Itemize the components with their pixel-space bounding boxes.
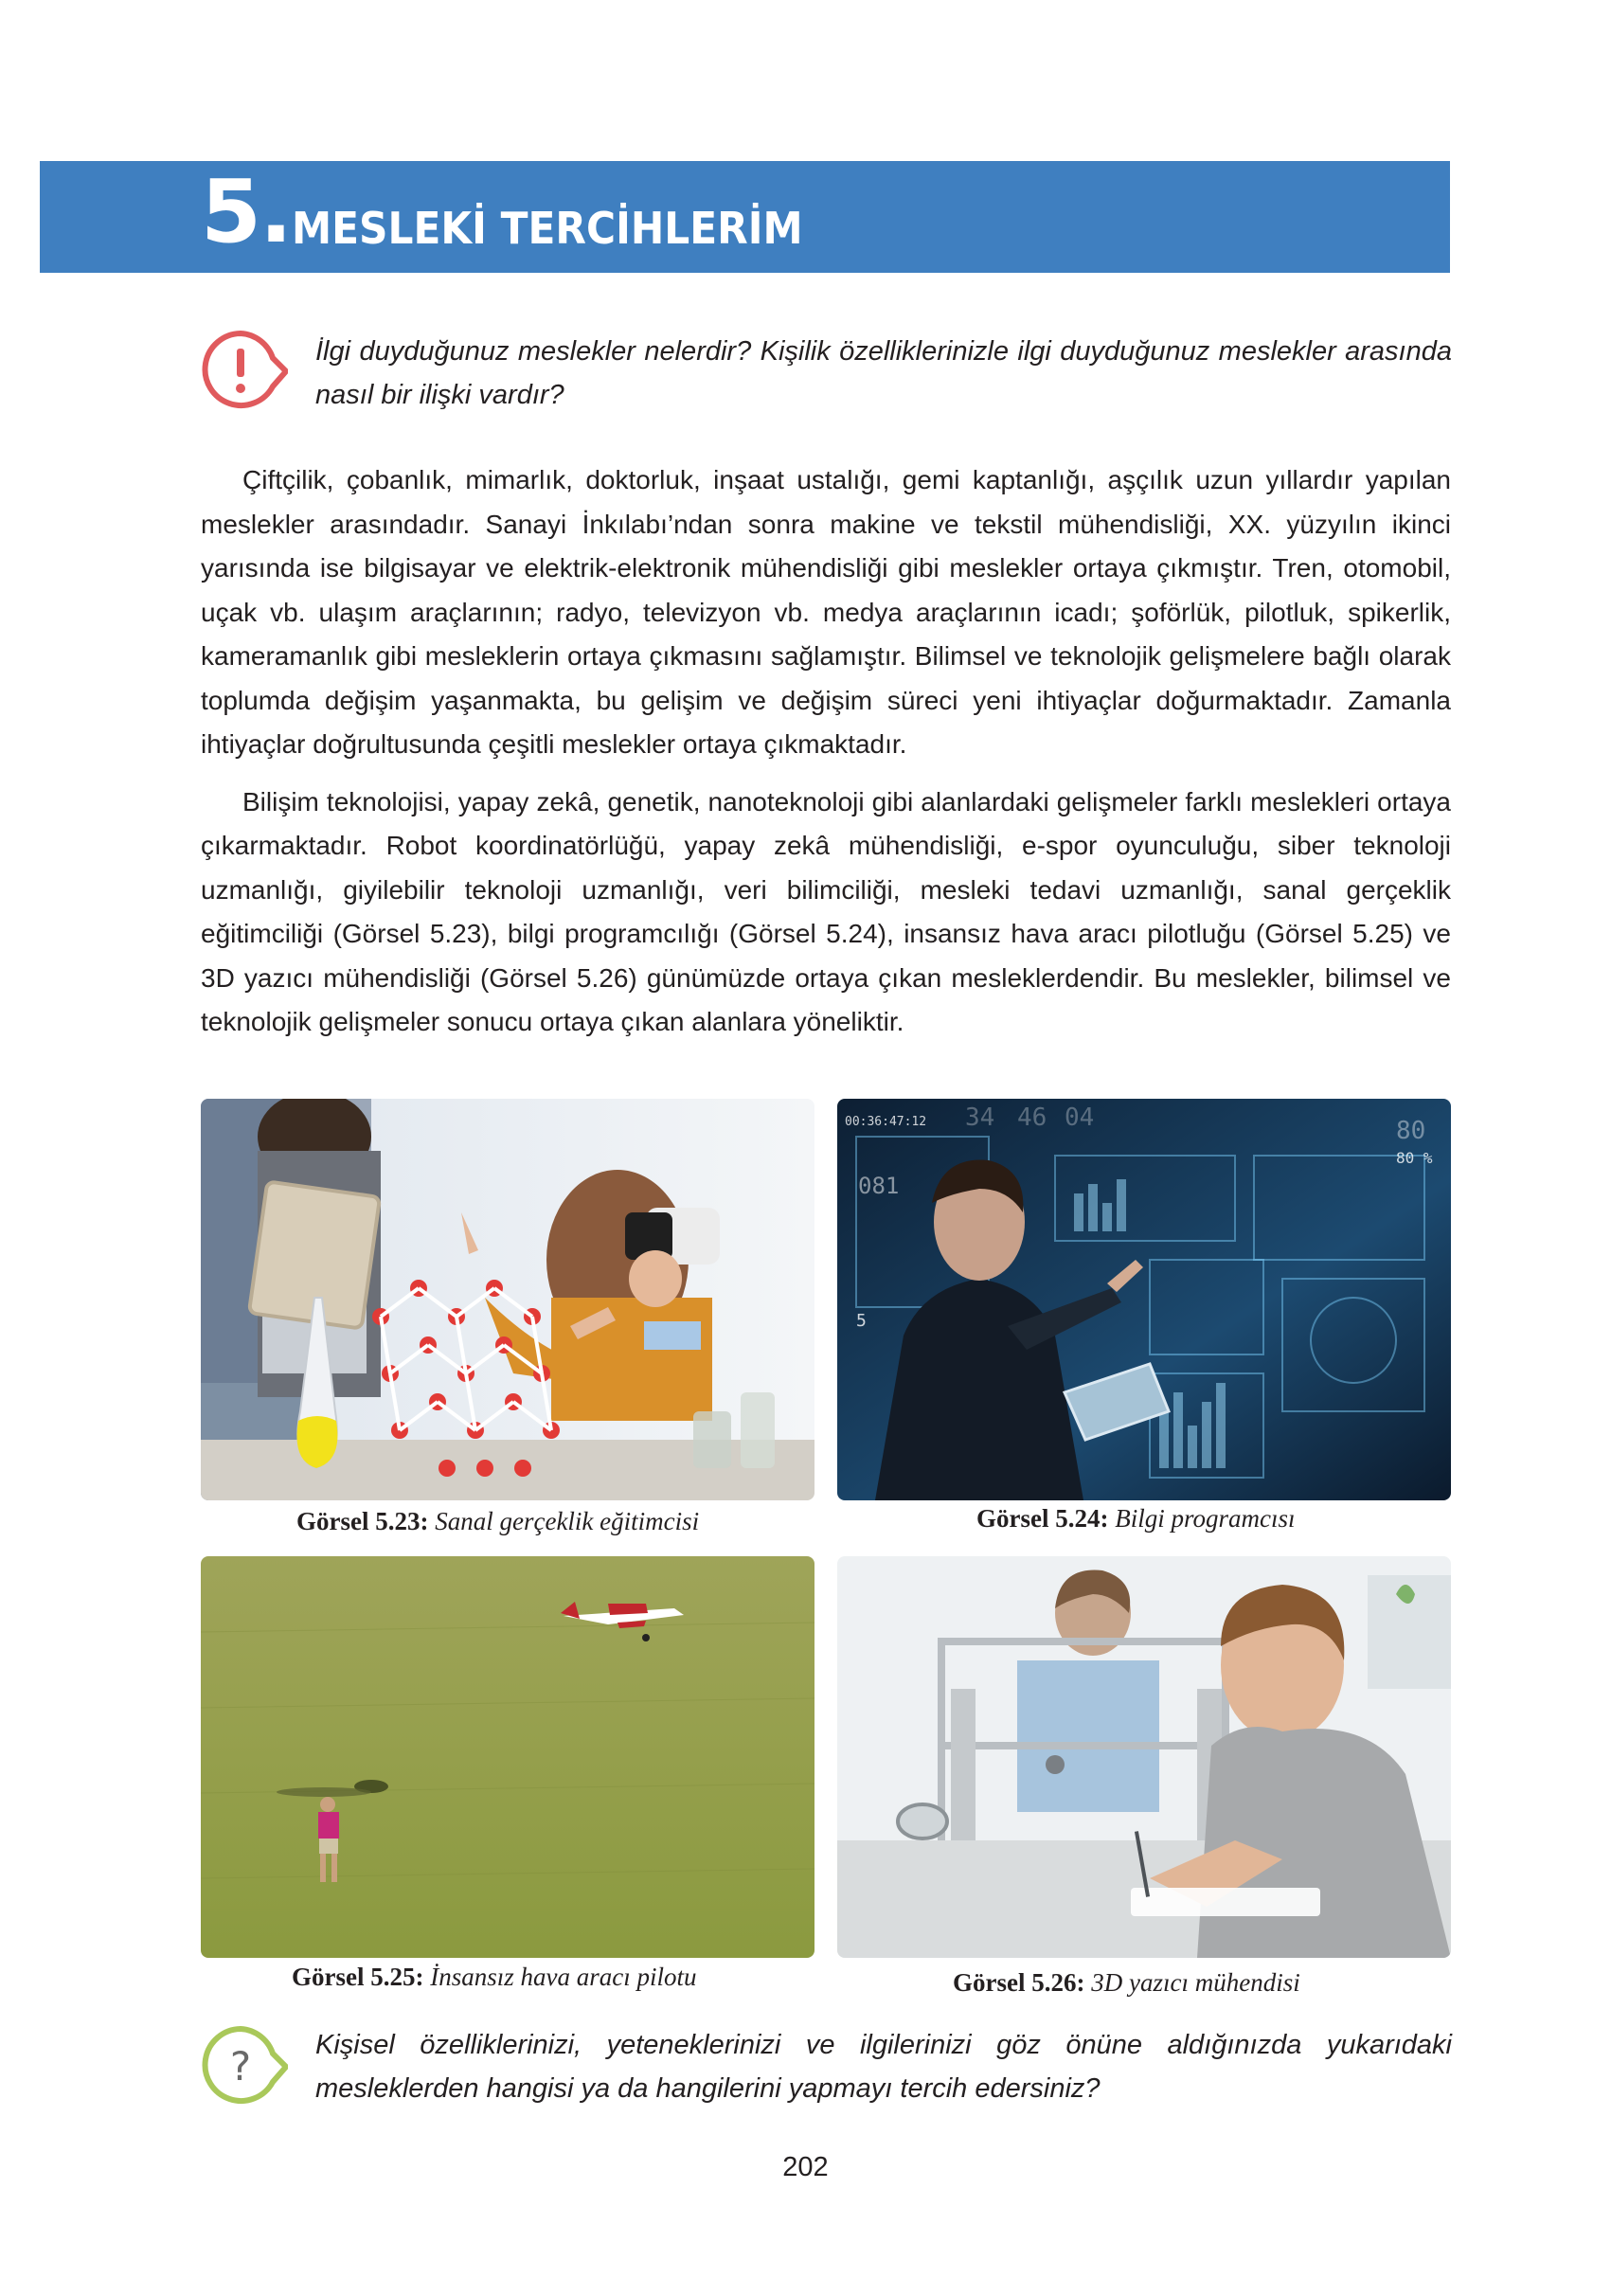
figure-vr-educator-photo	[201, 1099, 814, 1500]
question-callout-top	[197, 328, 1452, 417]
figure-5-26-label: Görsel 5.26:	[953, 1968, 1085, 1997]
screen-percentage: 80 %	[1396, 1149, 1433, 1167]
screen-number-081: 081	[858, 1173, 900, 1199]
paragraph-2: Bilişim teknolojisi, yapay zekâ, genetik, nanoteknoloji gibi alanlardaki gelişmeler farklı meslekleri ortaya çıkarmaktadır. Robot koordinatörlüğü, yapay zekâ mühendisliği, e-spor oyunculuğu, siber teknoloji uzmanlığı, giyilebilir teknoloji uzmanlığı, veri bilimciliği, mesleki tedavi uzmanlığı, sanal gerçeklik eğitimciliği (Görsel 5.23), bilgi programcılığı (Görsel 5.24), insansız hava aracı pilotluğu (Görsel 5.25) ve 3D yazıcı mühendisliği (Görsel 5.26) günümüzde ortaya çıkan mesleklerdendir. Bu meslekler, bilimsel ve teknolojik gelişmeler sonucu ortaya çıkan alanlara yöneliktir.	[201, 786, 1451, 1036]
figure-5-23-desc: Sanal gerçeklik eğitimcisi	[435, 1507, 700, 1535]
figure-5-26-caption	[953, 1968, 1300, 1998]
figure-5-26-desc: 3D yazıcı mühendisi	[1091, 1968, 1300, 1997]
question-icon	[199, 2023, 288, 2112]
figure-5-24-desc: Bilgi programcısı	[1115, 1504, 1296, 1533]
chapter-number: 5.	[201, 161, 291, 262]
figure-3d-printer-engineer-photo	[837, 1556, 1451, 1958]
figure-drone-pilot-photo	[201, 1556, 814, 1958]
figure-5-25-label: Görsel 5.25:	[292, 1963, 424, 1991]
paragraph-1: Çiftçilik, çobanlık, mimarlık, doktorluk, inşaat ustalığı, gemi kaptanlığı, aşçılık uzun yıllardır yapılan meslekler arasındadır. Sanayi İnkılabı’ndan sonra makine ve tekstil mühendisliği, XX. yüzyılın ikinci yarısında ise bilgisayar ve elektrik-elektronik mühendisliği gibi meslekler ortaya çıkmıştır. Tren, otomobil, uçak vb. ulaşım araçlarının; radyo, televizyon vb. medya araçlarının icadı; şoförlük, pilotluk, spikerlik, kameramanlık gibi mesleklerin ortaya çıkmasını sağlamıştır. Bilimsel ve teknolojik gelişmelere bağlı olarak toplumda değişim yaşanmakta, bu gelişim ve değişim süreci yeni ihtiyaçlar doğurmaktadır. Zamanla ihtiyaçlar doğrultusunda çeşitli meslekler ortaya çıkmaktadır.	[201, 465, 1451, 759]
chapter-title: MESLEKİ TERCİHLERİM	[292, 203, 803, 254]
figure-5-25-caption	[292, 1963, 696, 1992]
screen-number-34: 34	[965, 1103, 995, 1132]
chapter-header	[40, 161, 1450, 273]
exclamation-icon	[199, 328, 288, 417]
screen-number-46: 46	[1017, 1103, 1047, 1132]
figure-5-24-label: Görsel 5.24:	[976, 1504, 1109, 1533]
figure-information-programmer-photo	[837, 1099, 1451, 1500]
question-callout-bottom	[197, 2021, 1452, 2110]
body-text	[201, 458, 1451, 1058]
page-number: 202	[782, 2152, 829, 2182]
screen-number-04: 04	[1065, 1103, 1095, 1132]
callout-top-text: İlgi duyduğunuz meslekler nelerdir? Kişilik özelliklerinizle ilgi duyduğunuz meslekler arasında nasıl bir ilişki vardır?	[315, 336, 1452, 410]
screen-number-80: 80	[1396, 1117, 1426, 1145]
figure-5-23-label: Görsel 5.23:	[296, 1507, 429, 1535]
screen-number-5: 5	[856, 1311, 867, 1331]
figure-5-25-desc: İnsansız hava aracı pilotu	[430, 1963, 697, 1991]
screen-timecode: 00:36:47:12	[845, 1115, 927, 1129]
svg-text:?: ?	[229, 2043, 252, 2090]
figure-5-24-caption	[976, 1504, 1296, 1534]
callout-bottom-text: Kişisel özelliklerinizi, yeteneklerinizi ve ilgilerinizi göz önüne aldığınızda yukarıdaki mesleklerden hangisi ya da hangilerini yapmayı tercih edersiniz?	[315, 2030, 1452, 2104]
figure-5-23-caption	[296, 1507, 699, 1536]
